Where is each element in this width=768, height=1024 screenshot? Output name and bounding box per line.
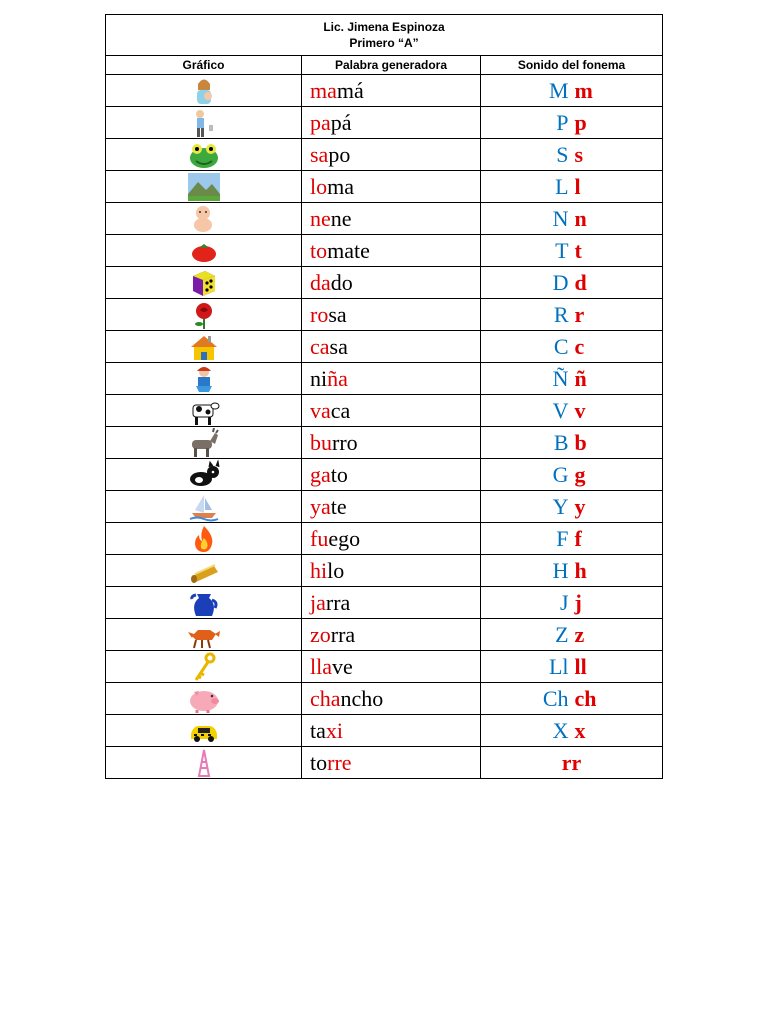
highlighted-syllable: va xyxy=(310,397,331,423)
word-segment: pá xyxy=(330,109,352,135)
table-row xyxy=(106,747,663,779)
word-segment: ne xyxy=(330,205,352,231)
fox-icon xyxy=(186,620,222,650)
uppercase-letter: V xyxy=(552,397,569,423)
phoneme-sound xyxy=(481,235,663,267)
highlighted-syllable: rre xyxy=(327,749,352,775)
generating-word xyxy=(302,715,481,747)
graphic-cell xyxy=(106,555,302,587)
generating-word xyxy=(302,491,481,523)
word-segment: ve xyxy=(332,653,353,679)
generating-word xyxy=(302,75,481,107)
generating-word xyxy=(302,363,481,395)
graphic-cell xyxy=(106,107,302,139)
table-row xyxy=(106,395,663,427)
graphic-cell xyxy=(106,587,302,619)
highlighted-syllable: ma xyxy=(310,77,337,103)
generating-word xyxy=(302,555,481,587)
table-row xyxy=(106,203,663,235)
key-icon xyxy=(186,652,222,682)
generating-word xyxy=(302,139,481,171)
lowercase-letter: ch xyxy=(574,685,597,711)
cat-icon xyxy=(186,460,222,490)
uppercase-letter: Ñ xyxy=(552,365,569,391)
lowercase-letter: ll xyxy=(574,653,587,679)
graphic-cell xyxy=(106,75,302,107)
phoneme-sound xyxy=(481,299,663,331)
lowercase-letter: j xyxy=(574,589,582,615)
highlighted-syllable: cha xyxy=(310,685,341,711)
table-row xyxy=(106,523,663,555)
phoneme-sound xyxy=(481,363,663,395)
mother-icon xyxy=(186,76,222,106)
lowercase-letter: g xyxy=(574,461,586,487)
tower-icon xyxy=(186,748,222,778)
generating-word xyxy=(302,299,481,331)
highlighted-syllable: ña xyxy=(327,365,348,391)
lowercase-letter: rr xyxy=(561,749,582,775)
highlighted-syllable: ja xyxy=(310,589,326,615)
word-segment: ncho xyxy=(340,685,384,711)
lowercase-letter: s xyxy=(574,141,584,167)
uppercase-letter: Z xyxy=(555,621,569,647)
phoneme-sound xyxy=(481,747,663,779)
word-segment: ni xyxy=(310,365,328,391)
generating-word xyxy=(302,395,481,427)
baby-icon xyxy=(186,204,222,234)
graphic-cell xyxy=(106,459,302,491)
uppercase-letter: Y xyxy=(552,493,569,519)
word-segment: to xyxy=(310,749,328,775)
table-row xyxy=(106,683,663,715)
generating-word xyxy=(302,683,481,715)
father-icon xyxy=(186,108,222,138)
column-header-sound: Sonido del fonema xyxy=(481,56,663,75)
lowercase-letter: h xyxy=(574,557,587,583)
generating-word xyxy=(302,171,481,203)
graphic-cell xyxy=(106,523,302,555)
phoneme-sound xyxy=(481,75,663,107)
word-segment: mate xyxy=(327,237,370,263)
uppercase-letter: N xyxy=(552,205,569,231)
lowercase-letter: n xyxy=(574,205,587,231)
lowercase-letter: t xyxy=(574,237,582,263)
uppercase-letter: Ll xyxy=(548,653,569,679)
word-segment: sa xyxy=(328,301,347,327)
jug-icon xyxy=(186,588,222,618)
generating-word xyxy=(302,107,481,139)
phoneme-sound xyxy=(481,715,663,747)
yacht-icon xyxy=(186,492,222,522)
table-row xyxy=(106,715,663,747)
lowercase-letter: ñ xyxy=(574,365,587,391)
word-segment: lo xyxy=(327,557,345,583)
generating-word xyxy=(302,523,481,555)
word-segment: rra xyxy=(330,621,356,647)
phoneme-sound xyxy=(481,171,663,203)
uppercase-letter: Ch xyxy=(542,685,569,711)
lowercase-letter: m xyxy=(574,77,593,103)
lowercase-letter: b xyxy=(574,429,587,455)
phoneme-sound xyxy=(481,331,663,363)
generating-word xyxy=(302,267,481,299)
phoneme-sound xyxy=(481,683,663,715)
phoneme-sound xyxy=(481,459,663,491)
highlighted-syllable: pa xyxy=(310,109,331,135)
lowercase-letter: l xyxy=(574,173,581,199)
table-row xyxy=(106,491,663,523)
lowercase-letter: v xyxy=(574,397,586,423)
graphic-cell xyxy=(106,235,302,267)
column-header-word: Palabra generadora xyxy=(302,56,481,75)
phoneme-sound xyxy=(481,587,663,619)
graphic-cell xyxy=(106,491,302,523)
table-row xyxy=(106,171,663,203)
generating-word xyxy=(302,587,481,619)
table-row xyxy=(106,267,663,299)
rose-icon xyxy=(186,300,222,330)
lowercase-letter: c xyxy=(574,333,585,359)
phoneme-sound xyxy=(481,491,663,523)
phoneme-sound xyxy=(481,139,663,171)
lowercase-letter: f xyxy=(574,525,582,551)
lowercase-letter: d xyxy=(574,269,587,295)
lowercase-letter: p xyxy=(574,109,587,135)
table-title xyxy=(106,15,663,56)
graphic-cell xyxy=(106,267,302,299)
table-row xyxy=(106,587,663,619)
uppercase-letter: J xyxy=(559,589,569,615)
graphic-cell xyxy=(106,171,302,203)
class-grade: Primero “A” xyxy=(349,36,419,50)
generating-word xyxy=(302,747,481,779)
uppercase-letter: S xyxy=(556,141,569,167)
graphic-cell xyxy=(106,715,302,747)
lowercase-letter: x xyxy=(574,717,586,743)
girl-icon xyxy=(186,364,222,394)
table-row xyxy=(106,651,663,683)
generating-word xyxy=(302,331,481,363)
highlighted-syllable: xi xyxy=(325,717,344,743)
uppercase-letter: G xyxy=(552,461,569,487)
word-segment: po xyxy=(328,141,351,167)
phoneme-sound xyxy=(481,651,663,683)
phoneme-table xyxy=(105,14,663,779)
table-row xyxy=(106,459,663,491)
table-row xyxy=(106,75,663,107)
lowercase-letter: r xyxy=(574,301,585,327)
graphic-cell xyxy=(106,427,302,459)
table-row xyxy=(106,139,663,171)
word-segment: ego xyxy=(328,525,361,551)
word-segment: rra xyxy=(325,589,351,615)
highlighted-syllable: to xyxy=(310,237,328,263)
table-row xyxy=(106,235,663,267)
word-segment: do xyxy=(330,269,353,295)
graphic-cell xyxy=(106,619,302,651)
word-segment: ta xyxy=(310,717,326,743)
highlighted-syllable: lla xyxy=(310,653,332,679)
phoneme-sound xyxy=(481,267,663,299)
uppercase-letter: T xyxy=(555,237,569,263)
highlighted-syllable: ca xyxy=(310,333,330,359)
phoneme-sound xyxy=(481,395,663,427)
house-icon xyxy=(186,332,222,362)
graphic-cell xyxy=(106,299,302,331)
table-row xyxy=(106,107,663,139)
generating-word xyxy=(302,459,481,491)
donkey-icon xyxy=(186,428,222,458)
graphic-cell xyxy=(106,331,302,363)
highlighted-syllable: lo xyxy=(310,173,328,199)
uppercase-letter: B xyxy=(553,429,569,455)
word-segment: ma xyxy=(327,173,355,199)
table-row xyxy=(106,299,663,331)
pig-icon xyxy=(186,684,222,714)
phoneme-sound xyxy=(481,203,663,235)
graphic-cell xyxy=(106,683,302,715)
column-header-graphic: Gráfico xyxy=(106,56,302,75)
uppercase-letter: F xyxy=(556,525,569,551)
generating-word xyxy=(302,651,481,683)
hill-icon xyxy=(186,172,222,202)
graphic-cell xyxy=(106,203,302,235)
word-segment: to xyxy=(330,461,348,487)
generating-word xyxy=(302,427,481,459)
frog-icon xyxy=(186,140,222,170)
uppercase-letter: R xyxy=(553,301,569,327)
highlighted-syllable: ne xyxy=(310,205,331,231)
table-body xyxy=(106,75,663,779)
tomato-icon xyxy=(186,236,222,266)
graphic-cell xyxy=(106,395,302,427)
highlighted-syllable: bu xyxy=(310,429,332,455)
graphic-cell xyxy=(106,747,302,779)
table-row xyxy=(106,427,663,459)
uppercase-letter: L xyxy=(555,173,569,199)
phoneme-sound xyxy=(481,427,663,459)
uppercase-letter: C xyxy=(553,333,569,359)
lowercase-letter: y xyxy=(574,493,586,519)
generating-word xyxy=(302,203,481,235)
phoneme-sound xyxy=(481,555,663,587)
cow-icon xyxy=(186,396,222,426)
phoneme-sound xyxy=(481,523,663,555)
highlighted-syllable: zo xyxy=(310,621,331,647)
taxi-icon xyxy=(186,716,222,746)
highlighted-syllable: fu xyxy=(310,525,329,551)
table-row xyxy=(106,619,663,651)
phoneme-sound xyxy=(481,107,663,139)
word-segment: ca xyxy=(330,397,351,423)
highlighted-syllable: da xyxy=(310,269,331,295)
table-row xyxy=(106,331,663,363)
uppercase-letter: X xyxy=(552,717,569,743)
word-segment: te xyxy=(330,493,347,519)
graphic-cell xyxy=(106,139,302,171)
highlighted-syllable: ro xyxy=(310,301,329,327)
highlighted-syllable: hi xyxy=(310,557,328,583)
table-row xyxy=(106,555,663,587)
generating-word xyxy=(302,619,481,651)
highlighted-syllable: ya xyxy=(310,493,331,519)
fire-icon xyxy=(186,524,222,554)
word-segment: má xyxy=(336,77,364,103)
generating-word xyxy=(302,235,481,267)
uppercase-letter: D xyxy=(552,269,569,295)
dice-icon xyxy=(186,268,222,298)
thread-spool-icon xyxy=(186,556,222,586)
teacher-name: Lic. Jimena Espinoza xyxy=(323,20,445,34)
uppercase-letter: M xyxy=(548,77,569,103)
uppercase-letter: H xyxy=(552,557,569,583)
phoneme-sound xyxy=(481,619,663,651)
word-segment: sa xyxy=(329,333,348,359)
word-segment: rro xyxy=(332,429,358,455)
graphic-cell xyxy=(106,651,302,683)
highlighted-syllable: ga xyxy=(310,461,331,487)
graphic-cell xyxy=(106,363,302,395)
uppercase-letter: P xyxy=(556,109,569,135)
lowercase-letter: z xyxy=(574,621,585,647)
highlighted-syllable: sa xyxy=(310,141,329,167)
table-row xyxy=(106,363,663,395)
